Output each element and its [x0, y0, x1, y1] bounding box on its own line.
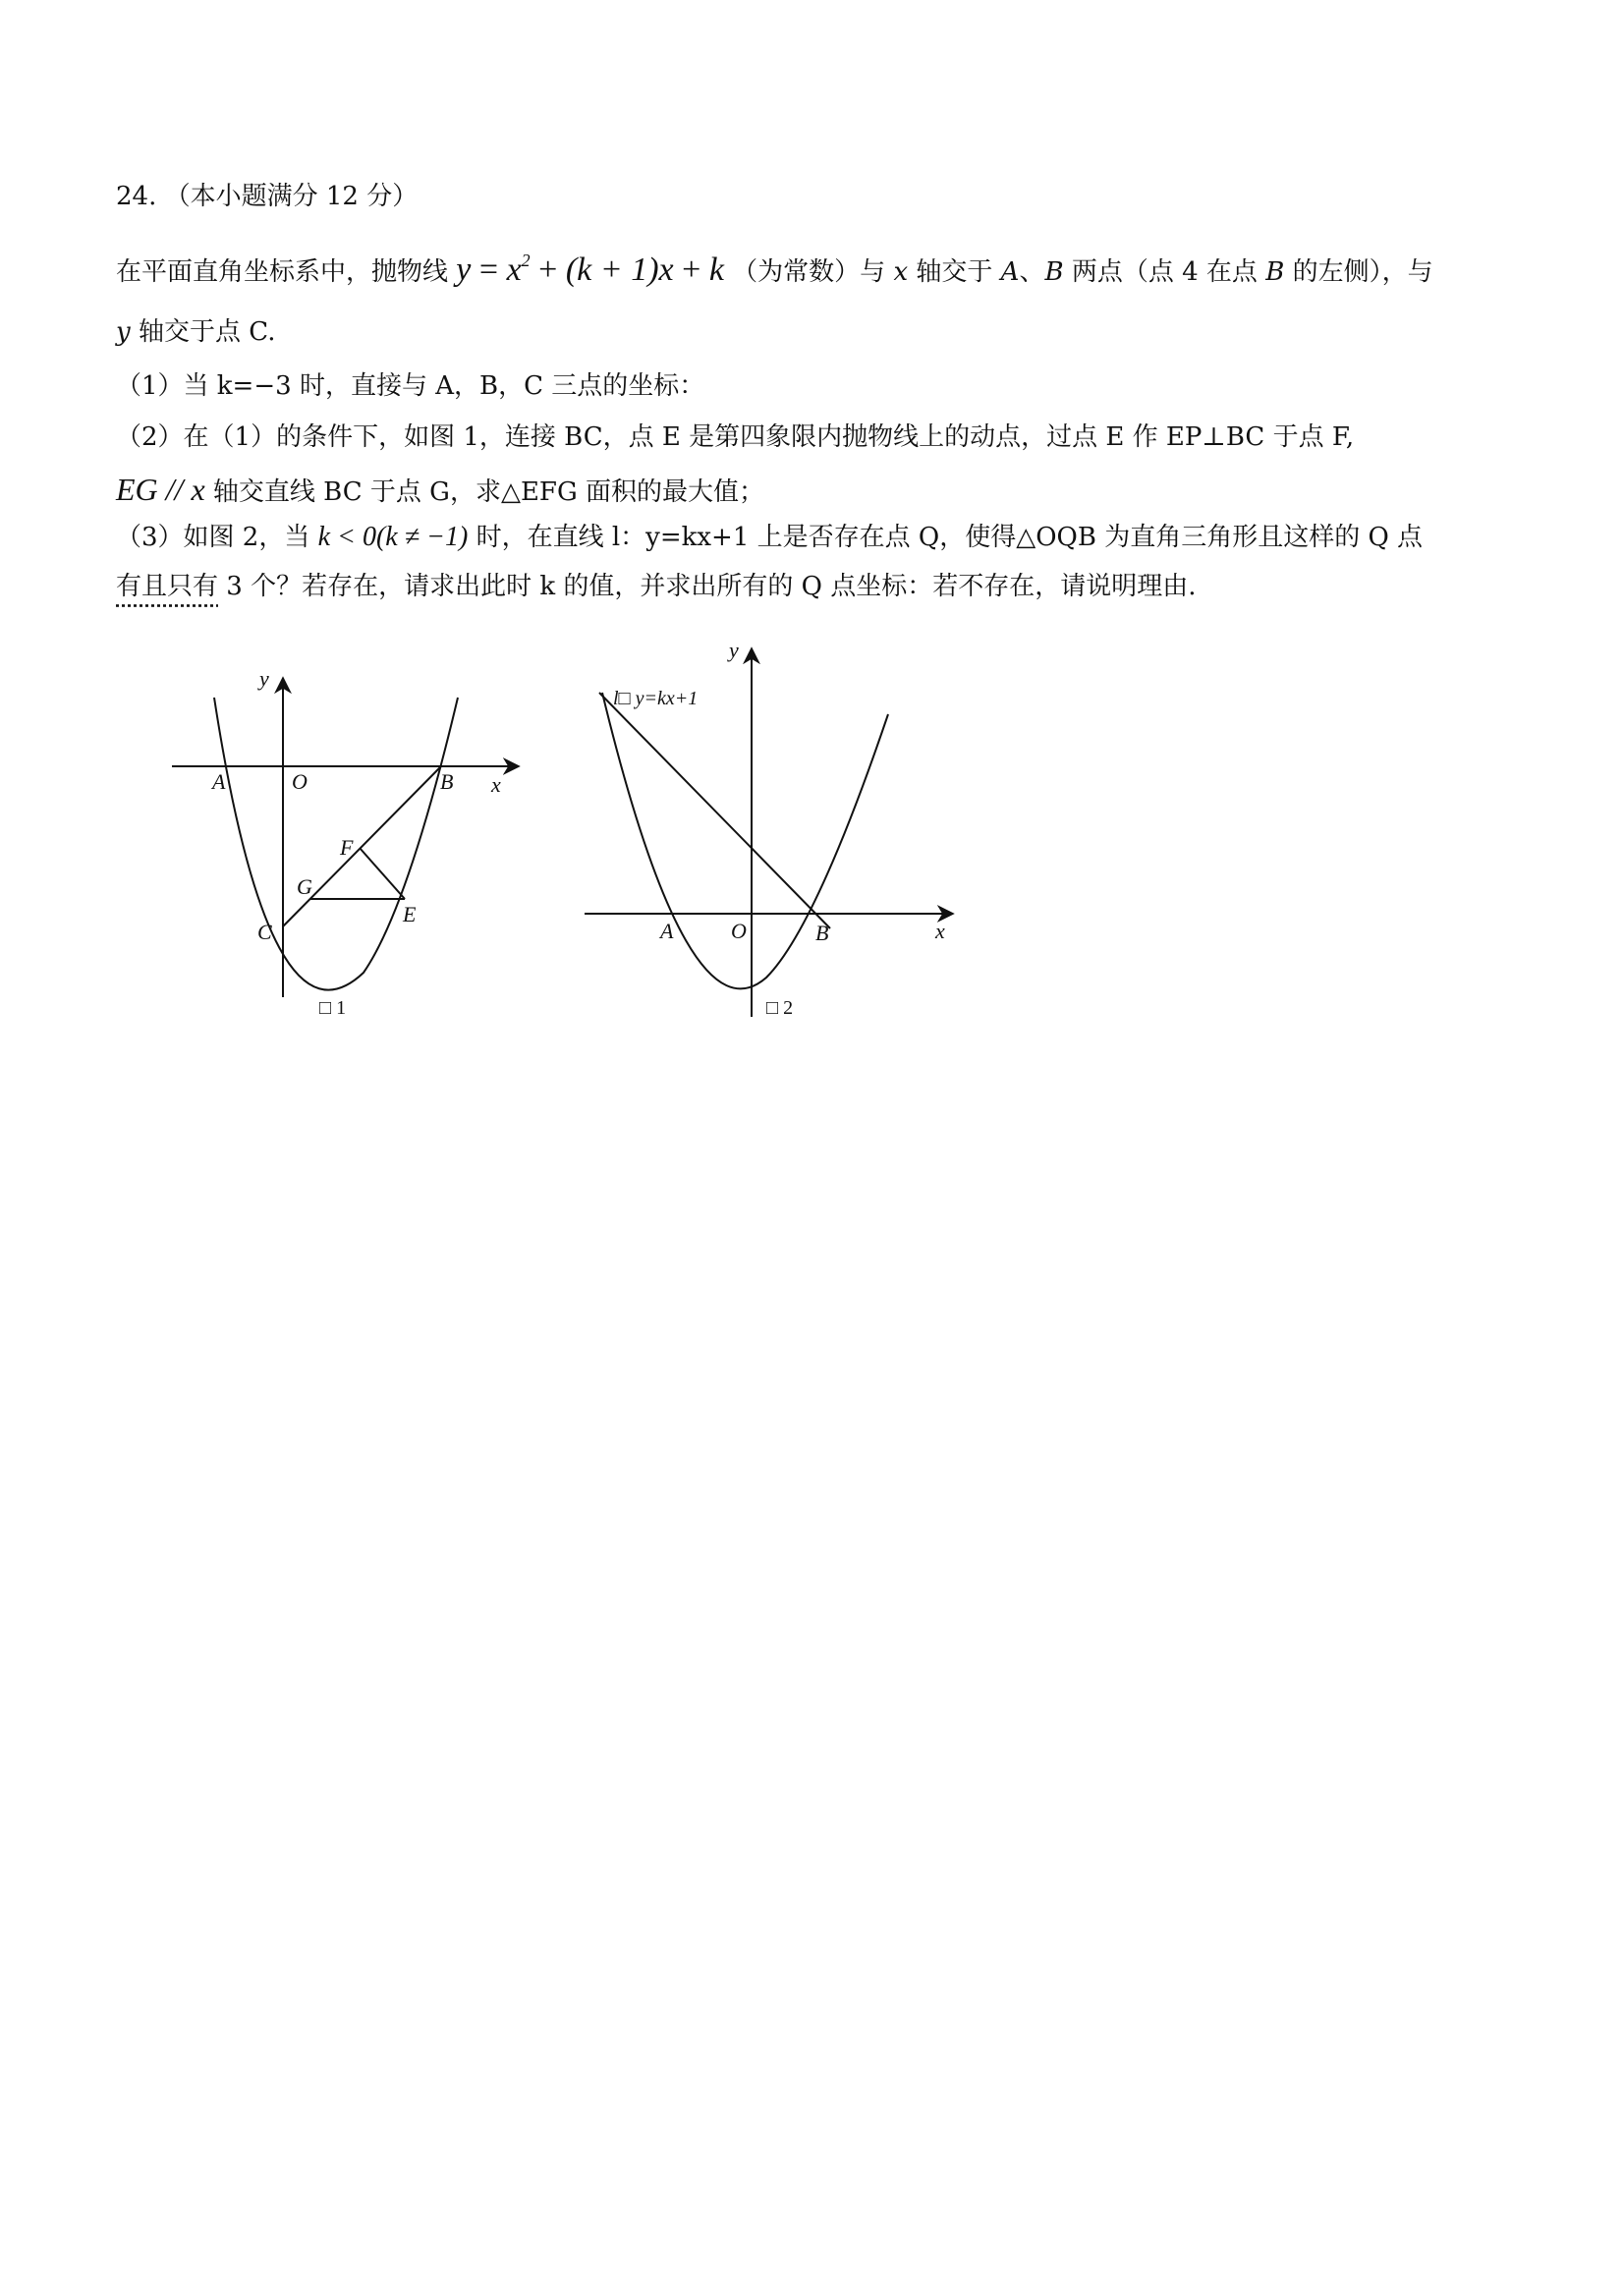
fig2-label-o: O [731, 919, 747, 943]
figure-2 [570, 634, 982, 1027]
part-3-line2: 有且只有 3 个？若存在，请求出此时 k 的值，并求出所有的 Q 点坐标：若不存在，请说明理由. [116, 572, 1197, 601]
fig1-label-o: O [292, 769, 308, 794]
part-2-line1: （2）在（1）的条件下，如图 1，连接 BC，点 E 是第四象限内抛物线上的动点，过点 E 作 EP⊥BC 于点 F, [116, 422, 1355, 452]
fig1-label-b: B [440, 769, 454, 794]
fig2-caption: □ 2 [766, 997, 794, 1019]
fig2-line-label: l□ y=kx+1 [613, 688, 699, 709]
fig1-label-c: C [257, 920, 272, 944]
score-note: （本小题满分 12 分） [164, 182, 419, 211]
fig1-label-e: E [403, 902, 417, 926]
fig1-label-a: A [212, 769, 226, 794]
problem-number: 24. [116, 182, 157, 211]
fig1-caption: □ 1 [319, 997, 347, 1019]
part-1: （1）当 k=−3 时，直接与 A，B，C 三点的坐标： [116, 371, 705, 401]
fig2-label-y: y [729, 638, 739, 662]
fig2-label-x: x [935, 919, 945, 943]
fig1-label-y: y [259, 666, 269, 691]
figure-1 [157, 658, 550, 1032]
fig1-label-x: x [491, 772, 501, 797]
fig2-label-b: B [815, 921, 829, 945]
fig1-label-f: F [340, 835, 354, 860]
fig1-parabola [214, 698, 458, 990]
fig1-segment-ef [360, 848, 405, 899]
part-3-line1: （3）如图 2，当 k < 0(k ≠ −1) 时，在直线 l：y=kx+1 上是否存在点 Q，使得△OQB 为直角三角形且这样的 Q 点 [116, 522, 1424, 552]
fig2-label-a: A [660, 919, 674, 943]
problem-header [116, 177, 418, 216]
problem-intro-line1: 在平面直角坐标系中，抛物线 $y = x^2 + (k + 1)x + k$ （为常数）与 x 轴交于 A、B 两点（点 4 在点 B 的左侧），与 [116, 251, 1433, 288]
fig1-label-g: G [297, 874, 312, 899]
parabola-equation: $y = x^2 + (k + 1)x + k$ [456, 251, 724, 288]
problem-intro-line2: y 轴交于点 C. [116, 317, 276, 347]
part-2-line2: EG // x 轴交直线 BC 于点 G，求△EFG 面积的最大值； [116, 472, 765, 507]
